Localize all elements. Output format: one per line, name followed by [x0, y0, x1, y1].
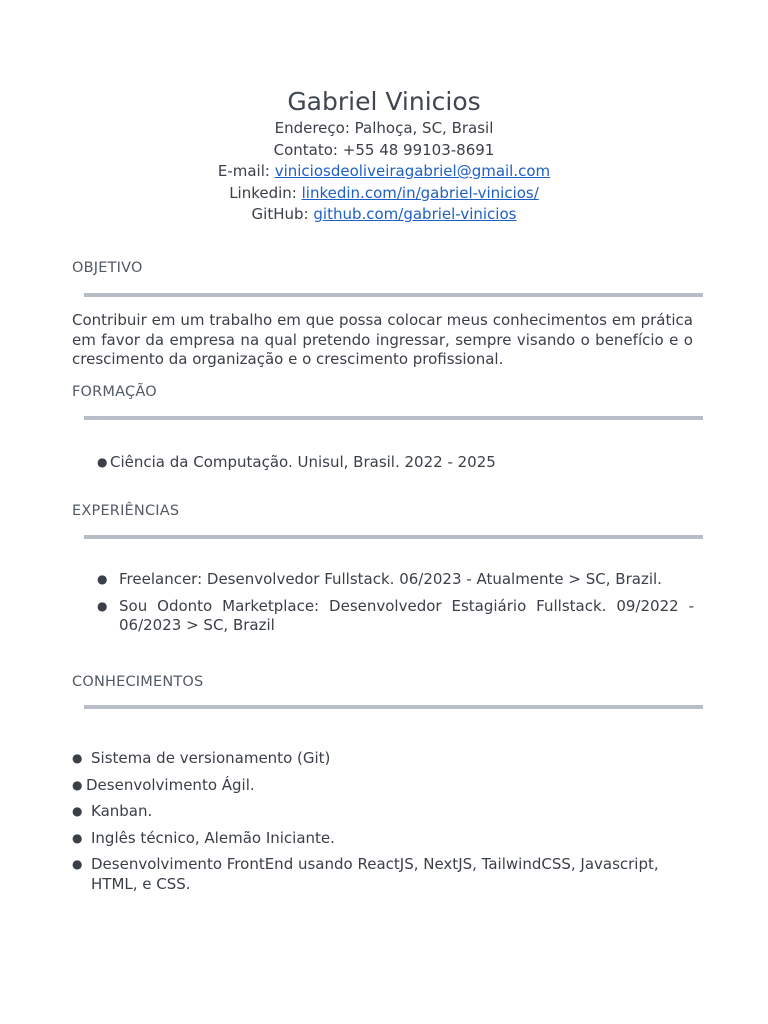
bullet-icon: ●	[97, 455, 108, 469]
skills-list	[72, 749, 694, 901]
github-line	[0, 204, 768, 226]
bullet-icon: ●	[72, 830, 83, 845]
section-divider	[84, 535, 703, 539]
list-item	[97, 570, 694, 590]
experience-item-text: Sou Odonto Marketplace: Desenvolvedor Estagiário Fullstack. 09/2022 - 06/2023 > SC, Brazil	[119, 596, 694, 634]
resume-header	[0, 86, 768, 226]
bullet-icon: ●	[72, 804, 83, 818]
bullet-icon: ●	[72, 857, 83, 871]
section-title-experiencias: EXPERIÊNCIAS	[72, 503, 180, 519]
linkedin-link[interactable]: linkedin.com/in/gabriel-vinicios/	[301, 183, 539, 202]
experience-list	[97, 570, 694, 643]
bullet-icon: ●	[97, 572, 108, 586]
linkedin-label: Linkedin:	[229, 183, 297, 202]
skill-item-text: Desenvolvimento FrontEnd usando ReactJS, NextJS, TailwindCSS, Javascript, HTML, e CSS.	[91, 855, 659, 893]
section-divider	[84, 416, 703, 420]
section-title-objetivo: OBJETIVO	[72, 260, 143, 276]
list-item	[72, 776, 694, 796]
skill-item-text: Sistema de versionamento (Git)	[91, 749, 331, 767]
contact-label: Contato:	[273, 140, 338, 159]
address-label: Endereço:	[274, 119, 350, 137]
education-item-text: Ciência da Computação. Unisul, Brasil. 2022 - 2025	[110, 453, 496, 471]
bullet-icon: ●	[72, 751, 83, 765]
github-link[interactable]: github.com/gabriel-vinicios	[313, 205, 517, 223]
section-title-formacao: FORMAÇÃO	[72, 384, 157, 400]
contact-line	[0, 140, 768, 162]
education-list	[97, 452, 496, 472]
email-link[interactable]: viniciosdeoliveiragabriel@gmail.com	[274, 162, 551, 180]
bullet-icon: ●	[72, 777, 83, 792]
list-item	[72, 855, 694, 894]
linkedin-line	[0, 183, 768, 205]
email-label: E-mail:	[217, 162, 270, 180]
section-title-conhecimentos: CONHECIMENTOS	[72, 674, 204, 690]
email-line	[0, 161, 768, 183]
skill-item-text: Desenvolvimento Ágil.	[86, 775, 255, 794]
list-item	[72, 802, 694, 822]
address-line	[0, 118, 768, 140]
skill-item-text: Kanban.	[91, 802, 153, 820]
experience-item-text: Freelancer: Desenvolvedor Fullstack. 06/2023 - Atualmente > SC, Brazil.	[119, 570, 662, 588]
bullet-icon: ●	[97, 598, 108, 613]
skill-item-text: Inglês técnico, Alemão Iniciante.	[91, 828, 335, 847]
candidate-name: Gabriel Vinicios	[287, 87, 481, 116]
address-value: Palhoça, SC, Brasil	[354, 119, 494, 137]
section-divider	[84, 705, 703, 709]
objective-text: Contribuir em um trabalho em que possa colocar meus conhecimentos em prática em favor da empresa na qual pretendo ingressar, sempre visando o benefício e o crescimento da organização e o crescimento profissional.	[72, 311, 693, 368]
list-item	[72, 749, 694, 769]
list-item	[97, 452, 496, 472]
list-item	[97, 597, 694, 636]
section-divider	[84, 293, 703, 297]
phone-value: +55 48 99103-8691	[342, 140, 495, 159]
github-label: GitHub:	[251, 205, 309, 223]
list-item	[72, 829, 694, 849]
